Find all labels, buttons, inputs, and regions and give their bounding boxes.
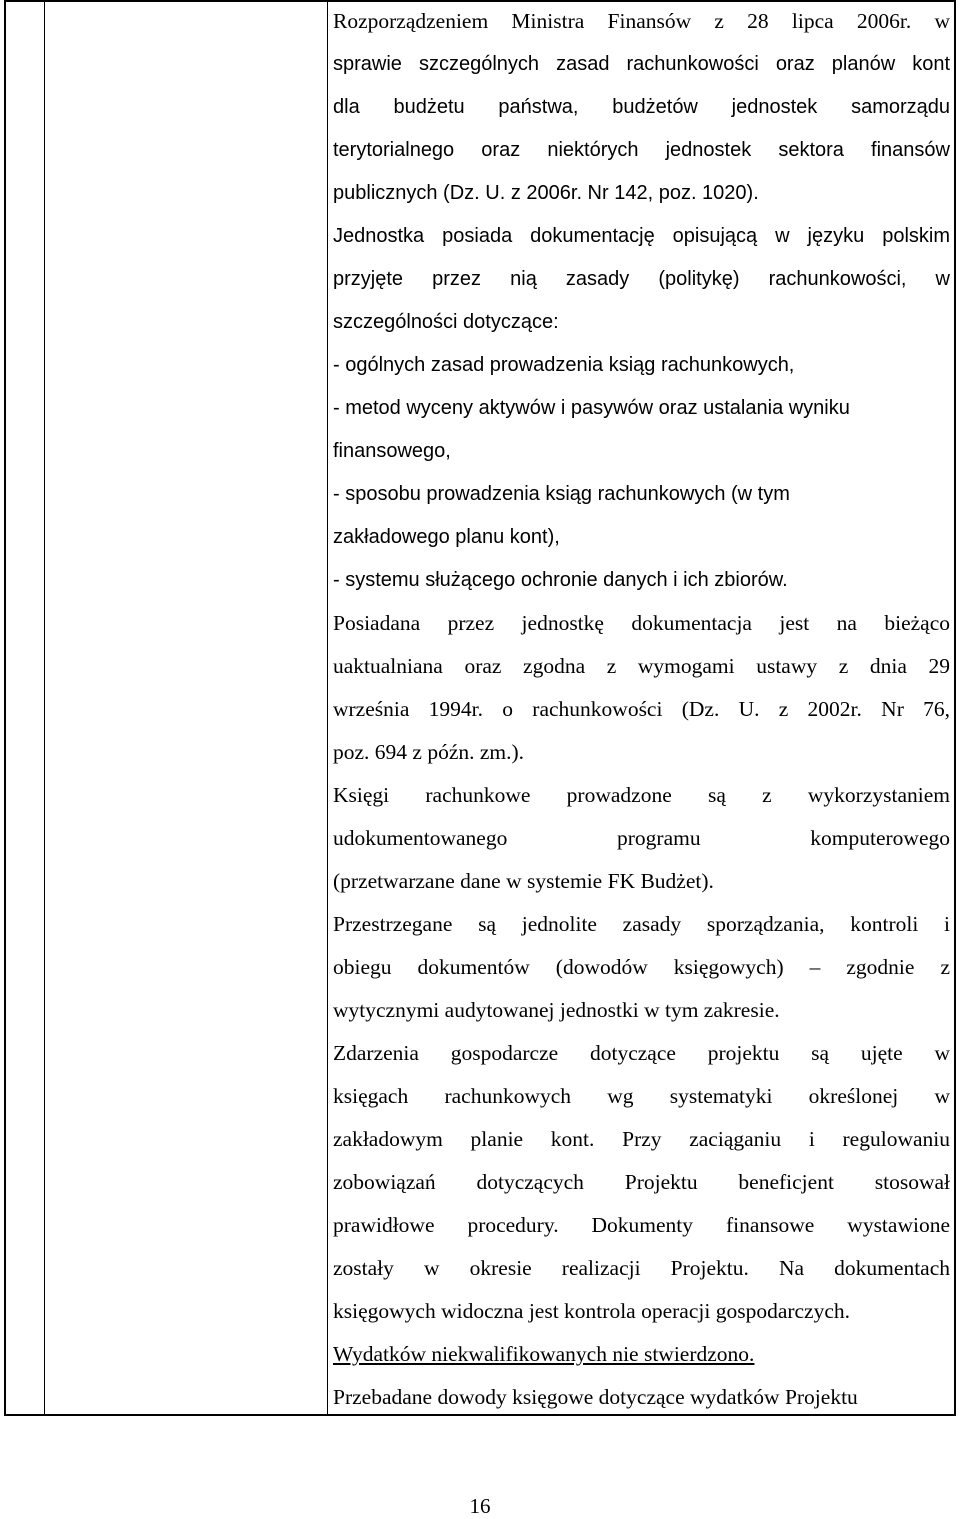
page-number: 16 [469,1494,491,1518]
list-item: - sposobu prowadzenia ksiąg rachunkowych (w tym [333,483,790,505]
column-divider [44,2,45,1414]
text-line: (przetwarzane dane w systemie FK Budżet). [333,869,714,893]
text-line: zobowiązań dotyczących Projektu beneficjent stosował [333,1170,950,1194]
text-line: poz. 694 z późn. zm.). [333,740,525,764]
column-divider [327,2,328,1414]
text-line: udokumentowanego programu komputerowego [333,826,950,850]
text-line: szczególności dotyczące: [333,311,559,333]
text-line: Przebadane dowody księgowe dotyczące wydatków Projektu [333,1385,858,1409]
text-line: września 1994r. o rachunkowości (Dz. U. z 2002r. Nr 76, [333,697,950,721]
text-line: przyjęte przez nią zasady (politykę) rachunkowości, w [333,268,950,290]
text-line: sprawie szczególnych zasad rachunkowości oraz planów kont [333,53,950,75]
text-line: uaktualniana oraz zgodna z wymogami ustawy z dnia 29 [333,654,950,678]
list-item: - systemu służącego ochronie danych i ich zbiorów. [333,569,788,591]
text-line: wytycznymi audytowanej jednostki w tym zakresie. [333,998,780,1022]
text-line: Jednostka posiada dokumentację opisującą w języku polskim [333,225,950,247]
text-line: Zdarzenia gospodarcze dotyczące projektu są ujęte w [333,1041,950,1065]
list-item: - metod wyceny aktywów i pasywów oraz ustalania wyniku [333,397,850,419]
text-line: zakładowego planu kont), [333,526,560,548]
text-line: obiegu dokumentów (dowodów księgowych) – zgodnie z [333,955,950,979]
text-line: zostały w okresie realizacji Projektu. Na dokumentach [333,1256,950,1280]
audit-findings-cell [333,0,950,1419]
text-line: księgach rachunkowych wg systematyki określonej w [333,1084,950,1108]
list-item: - ogólnych zasad prowadzenia ksiąg rachunkowych, [333,354,795,376]
text-line: prawidłowe procedury. Dokumenty finansowe wystawione [333,1213,950,1237]
text-line: Przestrzegane są jednolite zasady sporządzania, kontroli i [333,912,950,936]
underlined-text: Wydatków niekwalifikowanych nie stwierdzono. [333,1342,755,1366]
text-line: publicznych (Dz. U. z 2006r. Nr 142, poz. 1020). [333,182,759,204]
text-line: Posiadana przez jednostkę dokumentacja jest na bieżąco [333,611,950,635]
text-line: finansowego, [333,440,451,462]
text-line: zakładowym planie kont. Przy zaciąganiu i regulowaniu [333,1127,950,1151]
text-line: Księgi rachunkowe prowadzone są z wykorzystaniem [333,783,950,807]
text-line: terytorialnego oraz niektórych jednostek sektora finansów [333,139,950,161]
text-line: Rozporządzeniem Ministra Finansów z 28 lipca 2006r. w [333,9,950,33]
underlined-text-line [333,1333,950,1376]
text-line: dla budżetu państwa, budżetów jednostek samorządu [333,96,950,118]
text-line: księgowych widoczna jest kontrola operacji gospodarczych. [333,1299,851,1323]
